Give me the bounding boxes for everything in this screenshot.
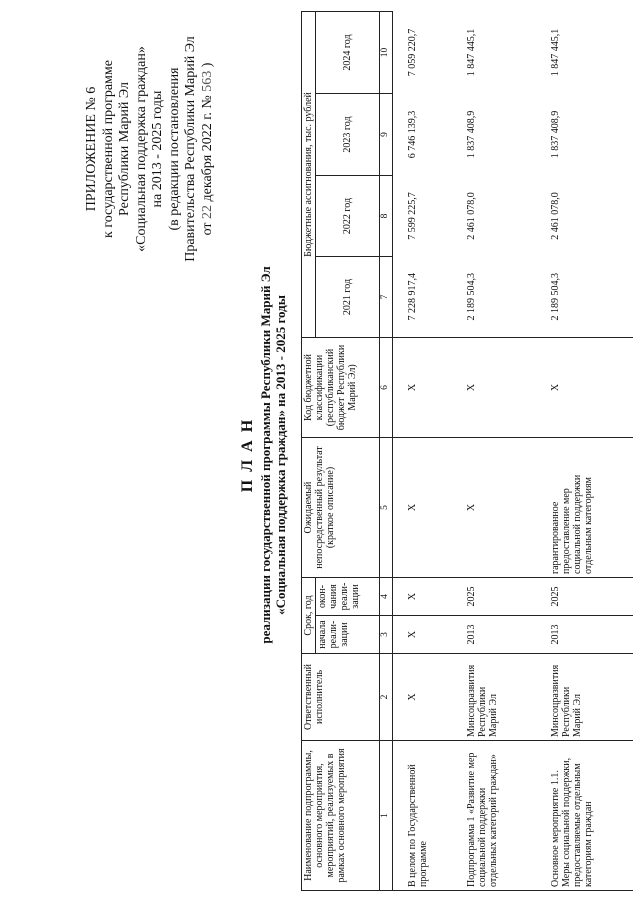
appendix-line: ПРИЛОЖЕНИЕ № 6 xyxy=(84,86,99,212)
row-start: X xyxy=(393,616,465,654)
row-value-2023: 6 746 139,3 xyxy=(407,110,418,159)
plan-subtitle-1: реализации государственной программы Республики Марий Эл xyxy=(258,266,273,644)
row-end: 2025 xyxy=(549,578,633,616)
plan-table xyxy=(301,11,633,891)
header-year-2024: 2024 год xyxy=(316,11,380,93)
header-budget: Бюджетные ассигнования, тыс. рублей xyxy=(302,11,316,337)
header-term: Срок, год xyxy=(302,578,316,654)
header-kbk: Код бюджетной классификации (республиканский бюджет Республики Марий Эл) xyxy=(302,338,380,438)
row-kbk: X xyxy=(465,338,549,438)
row-result: X xyxy=(465,438,549,578)
row-name: Основное мероприятие 1.1. Меры социальной поддержки, предоставляемые отдельным категориям граждан xyxy=(549,741,633,891)
appendix-line: на 2013 - 2025 годы xyxy=(150,90,165,208)
row-start: 2013 xyxy=(465,616,549,654)
column-number: 5 xyxy=(380,438,393,578)
column-number: 9 xyxy=(380,94,393,176)
appendix-line: Правительства Республики Марий Эл xyxy=(183,36,198,262)
row-result: гарантированное предоставление мер социальной поддержки отдельным категориям xyxy=(549,438,633,578)
header-name: Наименование подпрограммы, основного мероприятия, мероприятий, реализуемых в рамках основного мероприятия xyxy=(302,741,380,891)
plan-subtitle-2: «Социальная поддержка граждан» на 2013 - 2025 годы xyxy=(273,295,288,615)
header-year-2021: 2021 год xyxy=(316,257,380,338)
row-value-2022: 2 461 078,0 xyxy=(465,192,477,240)
row-value-2021: 7 228 917,4 xyxy=(407,273,418,321)
row-kbk: X xyxy=(393,338,465,438)
row-executor: Минсоцразвития Республики Марий Эл xyxy=(465,654,549,741)
date-middle: декабря 2022 г. № xyxy=(199,95,215,202)
header-term-start: начала реали-зации xyxy=(316,616,380,654)
row-start: 2013 xyxy=(549,616,633,654)
appendix-line: к государственной программе xyxy=(100,60,116,238)
table-row xyxy=(393,11,465,890)
row-executor: X xyxy=(393,654,465,741)
row-name: Подпрограмма 1 «Развитие мер социальной поддержки отдельных категорий граждан» xyxy=(465,741,549,891)
column-number: 2 xyxy=(380,654,393,741)
row-value-2023: 1 837 408,9 xyxy=(465,110,477,159)
column-number: 10 xyxy=(380,11,393,93)
row-result: X xyxy=(393,438,465,578)
appendix-line: «Социальная поддержка граждан» xyxy=(133,46,149,252)
header-year-2022: 2022 год xyxy=(316,176,380,257)
row-end: 2025 xyxy=(465,578,549,616)
plan-heading: П Л А Н xyxy=(239,417,256,493)
table-row xyxy=(465,11,549,890)
date-day: 22 xyxy=(199,204,215,219)
column-number: 7 xyxy=(380,257,393,338)
row-value-2023: 1 837 408,9 xyxy=(549,110,561,159)
header-year-2023: 2023 год xyxy=(316,94,380,176)
column-number: 6 xyxy=(380,338,393,438)
row-executor: Минсоцразвития Республики Марий Эл xyxy=(549,654,633,741)
row-value-2021: 2 189 504,3 xyxy=(465,273,477,321)
column-number: 1 xyxy=(380,741,393,891)
header-executor: Ответственный исполнитель xyxy=(302,654,380,741)
table-row xyxy=(549,11,633,890)
column-number-row xyxy=(380,11,393,890)
date-suffix: ) xyxy=(199,62,215,68)
row-value-2021: 2 189 504,3 xyxy=(549,273,561,321)
row-value-2024: 1 847 445,1 xyxy=(465,28,477,77)
column-number: 8 xyxy=(380,176,393,257)
date-prefix: от xyxy=(199,222,215,236)
plan-title xyxy=(238,155,288,755)
column-number: 3 xyxy=(380,616,393,654)
row-value-2022: 7 599 225,7 xyxy=(407,192,418,240)
appendix-line: Республики Марий Эл xyxy=(117,82,132,216)
header-term-end: окон-чания реали-зации xyxy=(316,578,380,616)
row-kbk: X xyxy=(549,338,633,438)
appendix-block xyxy=(84,29,216,269)
row-name: В целом по Государственной программе xyxy=(393,741,465,891)
row-value-2024: 1 847 445,1 xyxy=(549,28,561,77)
appendix-line: (в редакции постановления xyxy=(166,67,182,231)
column-number: 4 xyxy=(380,578,393,616)
appendix-date-line xyxy=(200,29,217,269)
row-value-2022: 2 461 078,0 xyxy=(549,192,561,240)
decree-number: 563 xyxy=(199,70,215,92)
row-end: X xyxy=(393,578,465,616)
row-value-2024: 7 059 220,7 xyxy=(407,28,418,77)
header-result: Ожидаемый непосредственный результат (краткое описание) xyxy=(302,438,380,578)
